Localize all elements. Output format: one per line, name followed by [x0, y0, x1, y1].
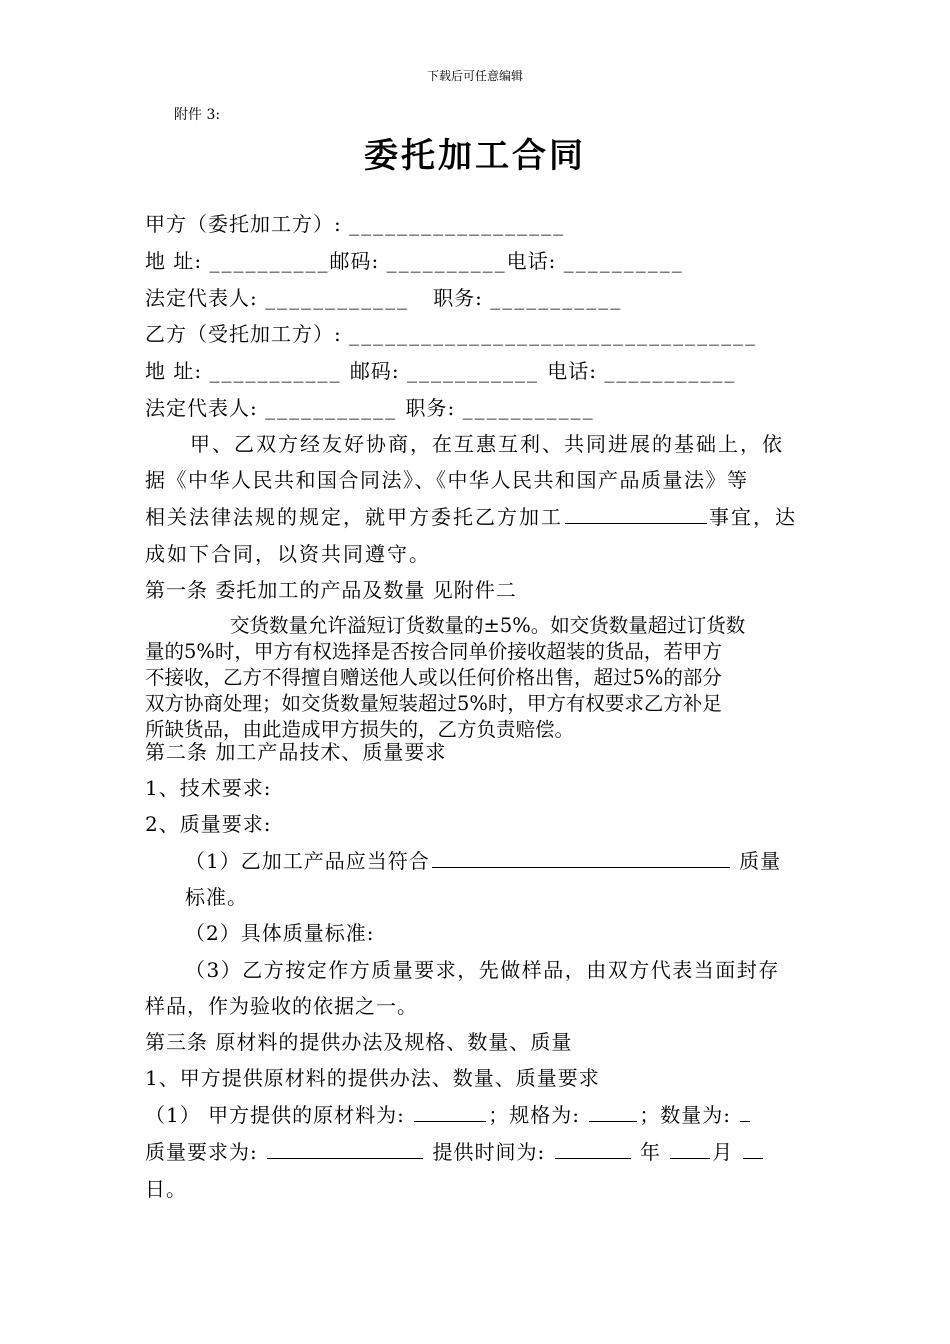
article2-item2: （2）具体质量标准: [185, 921, 375, 945]
party-a-address-label: 地 址: [145, 249, 203, 273]
article3-item1: （1） [145, 1103, 201, 1127]
party-a-rep-line [145, 282, 622, 311]
time-label: 提供时间为: [432, 1140, 546, 1164]
article3-quality-line [145, 1136, 765, 1165]
preamble-line-3a: 相关法律法规的规定，就甲方委托乙方加工 [145, 505, 563, 529]
party-b-position-blank: ___________ [462, 396, 595, 420]
party-a-phone-blank: __________ [563, 249, 684, 273]
party-a-position-label: 职务: [433, 286, 483, 310]
spec-label: ；规格为: [488, 1103, 580, 1127]
quality-label: 质量要求为: [145, 1140, 258, 1164]
party-a-address-line [145, 245, 684, 274]
article3-item1-line [145, 1099, 752, 1128]
article2-item1c: 标准。 [185, 885, 248, 909]
article2-item1a: （1）乙加工产品应当符合 [185, 849, 430, 873]
preamble-line-3b: 事宜，达 [709, 505, 797, 529]
party-b-position-label: 职务: [405, 396, 456, 420]
annex-label: 附件 3: [174, 107, 221, 123]
preamble-line-4: 成如下合同，以资共同遵守。 [145, 542, 431, 566]
party-b-address-label: 地 址: [145, 359, 203, 383]
page-title: 委托加工合同 [364, 136, 586, 176]
preamble-line-2: 据《中华人民共和国合同法》、《中华人民共和国产品质量法》等 [145, 468, 749, 492]
party-a-postcode-blank: __________ [386, 249, 507, 273]
party-a-line [145, 208, 565, 237]
article2-tech: 1、技术要求: [145, 776, 272, 800]
party-b-blank: __________________________________ [349, 322, 758, 346]
party-a-blank: __________________ [349, 212, 566, 236]
party-a-rep-label: 法定代表人: [145, 286, 258, 310]
article1-p2: 量的5%时，甲方有权选择是否按合同单价接收超装的货品，若甲方 [145, 640, 722, 663]
article3-sub1: 1、甲方提供原材料的提供办法、数量、质量要求 [145, 1066, 600, 1090]
article3-heading: 第三条 原材料的提供办法及规格、数量、质量 [145, 1030, 573, 1054]
article2-item3b: 样品，作为验收的依据之一。 [145, 994, 418, 1018]
party-b-phone-blank: ___________ [604, 359, 737, 383]
article2-item1 [185, 845, 781, 874]
party-a-rep-blank: ____________ [265, 286, 426, 310]
party-b-address-line [145, 355, 736, 384]
qty-blank [740, 1101, 750, 1122]
preamble-line-3 [145, 501, 797, 530]
header-note: 下载后可任意编辑 [426, 69, 523, 83]
quality-blank [267, 1138, 423, 1159]
day-blank [743, 1138, 763, 1159]
quality-standard-blank [432, 847, 730, 868]
party-b-line [145, 318, 757, 347]
party-a-address-blank: __________ [209, 249, 330, 273]
party-b-address-blank: ___________ [209, 359, 350, 383]
article1-heading: 第一条 委托加工的产品及数量 见附件二 [145, 578, 517, 602]
spec-blank [589, 1101, 637, 1122]
article1-p1: 交货数量允许溢短订货数量的±5%。如交货数量超过订货数 [230, 614, 746, 637]
processing-item-blank [565, 503, 707, 524]
month-blank [670, 1138, 710, 1159]
month-label: 月 [712, 1140, 734, 1164]
preamble-line-1: 甲、乙双方经友好协商，在互惠互利、共同进展的基础上，依 [190, 432, 784, 456]
material-blank [414, 1101, 486, 1122]
party-a-label: 甲方（委托加工方）: [145, 212, 342, 236]
qty-label: ；数量为: [639, 1103, 732, 1127]
year-label: 年 [639, 1140, 661, 1164]
article2-quality: 2、质量要求: [145, 812, 272, 836]
party-a-position-blank: ___________ [490, 286, 623, 310]
article1-p4: 双方协商处理；如交货数量短装超过5%时，甲方有权要求乙方补足 [145, 692, 722, 715]
party-a-postcode-label: 邮码: [329, 249, 380, 273]
article2-item1b: 质量 [739, 849, 782, 873]
day-label: 日。 [145, 1177, 187, 1201]
year-blank [555, 1138, 631, 1159]
party-b-rep-line [145, 392, 595, 421]
material-label: 甲方提供的原材料为: [208, 1103, 405, 1127]
party-b-rep-blank: ___________ [265, 396, 406, 420]
party-b-label: 乙方（受托加工方）: [145, 322, 342, 346]
party-b-postcode-blank: ___________ [406, 359, 548, 383]
article2-item3a: （3）乙方按定作方质量要求，先做样品，由双方代表当面封存 [185, 958, 780, 982]
party-b-rep-label: 法定代表人: [145, 396, 258, 420]
party-b-postcode-label: 邮码: [349, 359, 400, 383]
party-b-phone-label: 电话: [547, 359, 598, 383]
party-a-phone-label: 电话: [506, 249, 557, 273]
article2-heading: 第二条 加工产品技术、质量要求 [145, 740, 447, 764]
article1-p5: 所缺货品，由此造成甲方损失的，乙方负责赔偿。 [145, 718, 575, 741]
article1-p3: 不接收，乙方不得擅自赠送他人或以任何价格出售，超过5%的部分 [145, 666, 722, 689]
